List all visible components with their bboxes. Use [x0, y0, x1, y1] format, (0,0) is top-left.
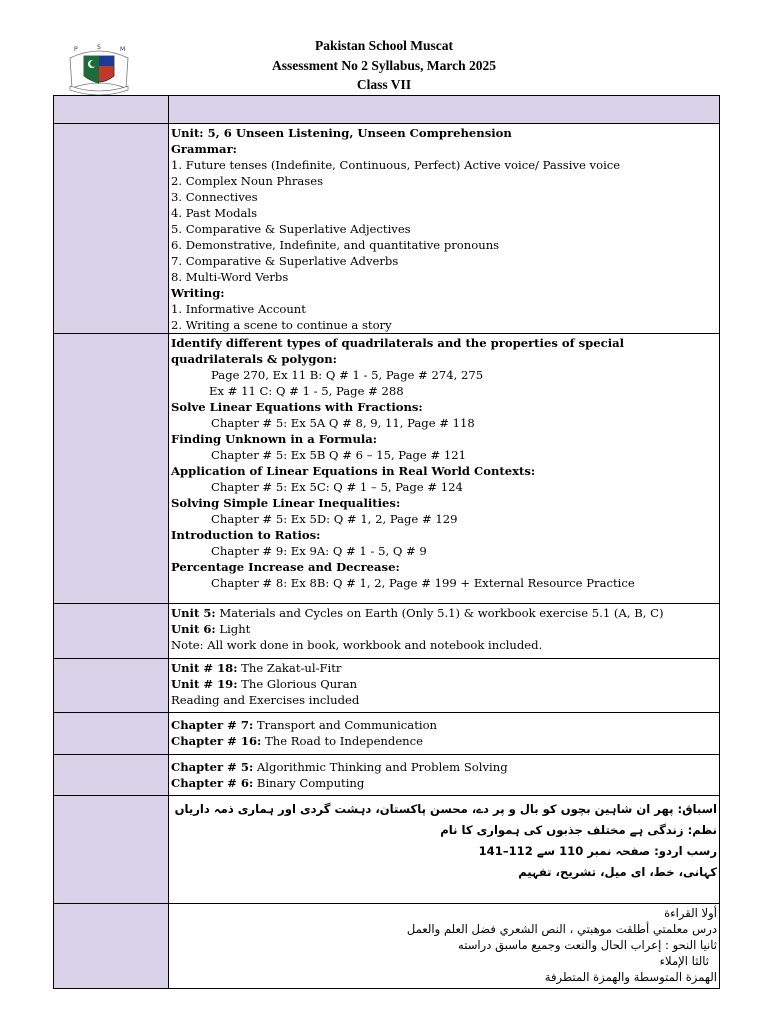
grammar-item: 7. Comparative & Superlative Adverbs	[171, 254, 399, 268]
computer-subject-cell	[54, 755, 169, 796]
maths-topic: Percentage Increase and Decrease:	[171, 560, 400, 574]
writing-item: 2. Writing a scene to continue a story	[171, 318, 392, 332]
grammar-item: 4. Past Modals	[171, 206, 258, 220]
chapter-text: The Road to Independence	[261, 734, 423, 748]
maths-topic: Solving Simple Linear Inequalities:	[171, 496, 401, 510]
maths-content	[169, 334, 720, 604]
subject-header-cell	[54, 96, 169, 124]
sst-row	[54, 713, 720, 755]
computer-chapter-6	[171, 775, 717, 791]
urdu-line: کہانی، خط، ای میل، تشریح، تفہیم	[518, 865, 717, 879]
islamiat-content	[169, 659, 720, 713]
urdu-line: اسباق: پھر ان شاہین بچوں کو بال و پر دے، محسن پاکستان، دہشت گردی اور ہماری ذمہ داریاں	[174, 802, 717, 816]
maths-topic: Application of Linear Equations in Real World Contexts:	[171, 464, 536, 478]
chapter-label: Chapter # 16:	[171, 734, 262, 748]
maths-exercise: Chapter # 8: Ex 8B: Q # 1, 2, Page # 199 + External Resource Practice	[211, 576, 635, 590]
svg-text:P: P	[74, 46, 78, 53]
chapter-text: Binary Computing	[253, 776, 365, 790]
islamiat-unit-18	[171, 660, 717, 676]
maths-exercise: Chapter # 9: Ex 9A: Q # 1 - 5, Q # 9	[211, 544, 427, 558]
grammar-item: 3. Connectives	[171, 190, 258, 204]
urdu-line: نظم: زندگی ہے مختلف جذبوں کی ہمواری کا نام	[440, 823, 717, 837]
maths-exercise: Chapter # 5: Ex 5A Q # 8, 9, 11, Page # 118	[211, 416, 475, 430]
chapter-label: Chapter # 6:	[171, 776, 254, 790]
school-name: Pakistan School Muscat	[314, 38, 453, 53]
grammar-item: 1. Future tenses (Indefinite, Continuous, Perfect) Active voice/ Passive voice	[171, 158, 621, 172]
islamiat-row	[54, 659, 720, 713]
maths-subject-cell	[54, 334, 169, 604]
svg-text:M: M	[120, 46, 126, 53]
content-header-cell	[169, 96, 720, 124]
english-unit: Unit: 5, 6 Unseen Listening, Unseen Comprehension	[171, 126, 512, 140]
unit-text: The Zakat-ul-Fitr	[237, 661, 342, 675]
unit-label: Unit # 19:	[171, 677, 238, 691]
urdu-subject-cell	[54, 796, 169, 904]
syllabus-table	[53, 95, 720, 989]
grammar-heading: Grammar:	[171, 142, 237, 156]
arabic-line: ثانيا النحو : إعراب الحال والنعت وجميع ماسبق دراسته	[458, 938, 717, 952]
arabic-line: درس معلمتي أطلقت موهبتي ، النص الشعري فضل العلم والعمل	[406, 922, 717, 936]
class-name: Class VII	[356, 77, 412, 92]
unit-label: Unit 5:	[171, 606, 216, 620]
sst-content	[169, 713, 720, 755]
grammar-item: 6. Demonstrative, Indefinite, and quantitative pronouns	[171, 238, 500, 252]
english-subject-cell	[54, 124, 169, 334]
maths-exercise: Chapter # 5: Ex 5D: Q # 1, 2, Page # 129	[211, 512, 458, 526]
sst-subject-cell	[54, 713, 169, 755]
computer-chapter-5	[171, 759, 717, 775]
arabic-row	[54, 904, 720, 989]
sst-chapter-7	[171, 717, 717, 733]
writing-item: 1. Informative Account	[171, 302, 306, 316]
assessment-title: Assessment No 2 Syllabus, March 2025	[271, 58, 496, 73]
arabic-line: الهمزة المتوسطة والهمزة المتطرفة	[544, 970, 717, 984]
urdu-row	[54, 796, 720, 904]
unit-text: Light	[215, 622, 251, 636]
writing-heading: Writing:	[171, 286, 225, 300]
computer-content	[169, 755, 720, 796]
maths-row	[54, 334, 720, 604]
english-content	[169, 124, 720, 334]
islamiat-note: Reading and Exercises included	[171, 693, 360, 707]
islamiat-unit-19	[171, 676, 717, 692]
grammar-item: 2. Complex Noun Phrases	[171, 174, 324, 188]
unit-label: Unit # 18:	[171, 661, 238, 675]
unit-text: Materials and Cycles on Earth (Only 5.1) & workbook exercise 5.1 (A, B, C)	[215, 606, 664, 620]
arabic-subject-cell	[54, 904, 169, 989]
science-note: Note: All work done in book, workbook and notebook included.	[171, 638, 543, 652]
maths-exercise: Ex # 11 C: Q # 1 - 5, Page # 288	[209, 384, 404, 398]
urdu-line: رسب اردو: صفحہ نمبر 110 سے 112–141	[478, 844, 717, 858]
science-unit-5	[171, 605, 717, 621]
chapter-text: Algorithmic Thinking and Problem Solving	[253, 760, 508, 774]
science-unit-6	[171, 621, 717, 637]
header-row	[54, 96, 720, 124]
chapter-label: Chapter # 5:	[171, 760, 254, 774]
english-row	[54, 124, 720, 334]
arabic-content	[169, 904, 720, 989]
maths-exercise: Chapter # 5: Ex 5C: Q # 1 – 5, Page # 124	[211, 480, 463, 494]
urdu-content	[169, 796, 720, 904]
unit-text: The Glorious Quran	[237, 677, 358, 691]
science-subject-cell	[54, 604, 169, 659]
arabic-line: ثالثا الإملاء	[659, 954, 709, 968]
maths-exercise: Page 270, Ex 11 B: Q # 1 - 5, Page # 274, 275	[211, 368, 484, 382]
islamiat-subject-cell	[54, 659, 169, 713]
science-row	[54, 604, 720, 659]
chapter-text: Transport and Communication	[253, 718, 438, 732]
computer-row	[54, 755, 720, 796]
maths-exercise: Chapter # 5: Ex 5B Q # 6 – 15, Page # 121	[211, 448, 466, 462]
sst-chapter-16	[171, 733, 717, 749]
science-content	[169, 604, 720, 659]
svg-text:S: S	[97, 44, 101, 51]
maths-topic: Introduction to Ratios:	[171, 528, 321, 542]
arabic-line: أولا القراءة	[664, 906, 717, 920]
maths-topic: Identify different types of quadrilaterals and the properties of special quadrilaterals & polygon:	[171, 336, 625, 366]
grammar-item: 5. Comparative & Superlative Adjectives	[171, 222, 411, 236]
maths-topic: Solve Linear Equations with Fractions:	[171, 400, 423, 414]
unit-label: Unit 6:	[171, 622, 216, 636]
grammar-item: 8. Multi-Word Verbs	[171, 270, 289, 284]
chapter-label: Chapter # 7:	[171, 718, 254, 732]
maths-topic: Finding Unknown in a Formula:	[171, 432, 378, 446]
